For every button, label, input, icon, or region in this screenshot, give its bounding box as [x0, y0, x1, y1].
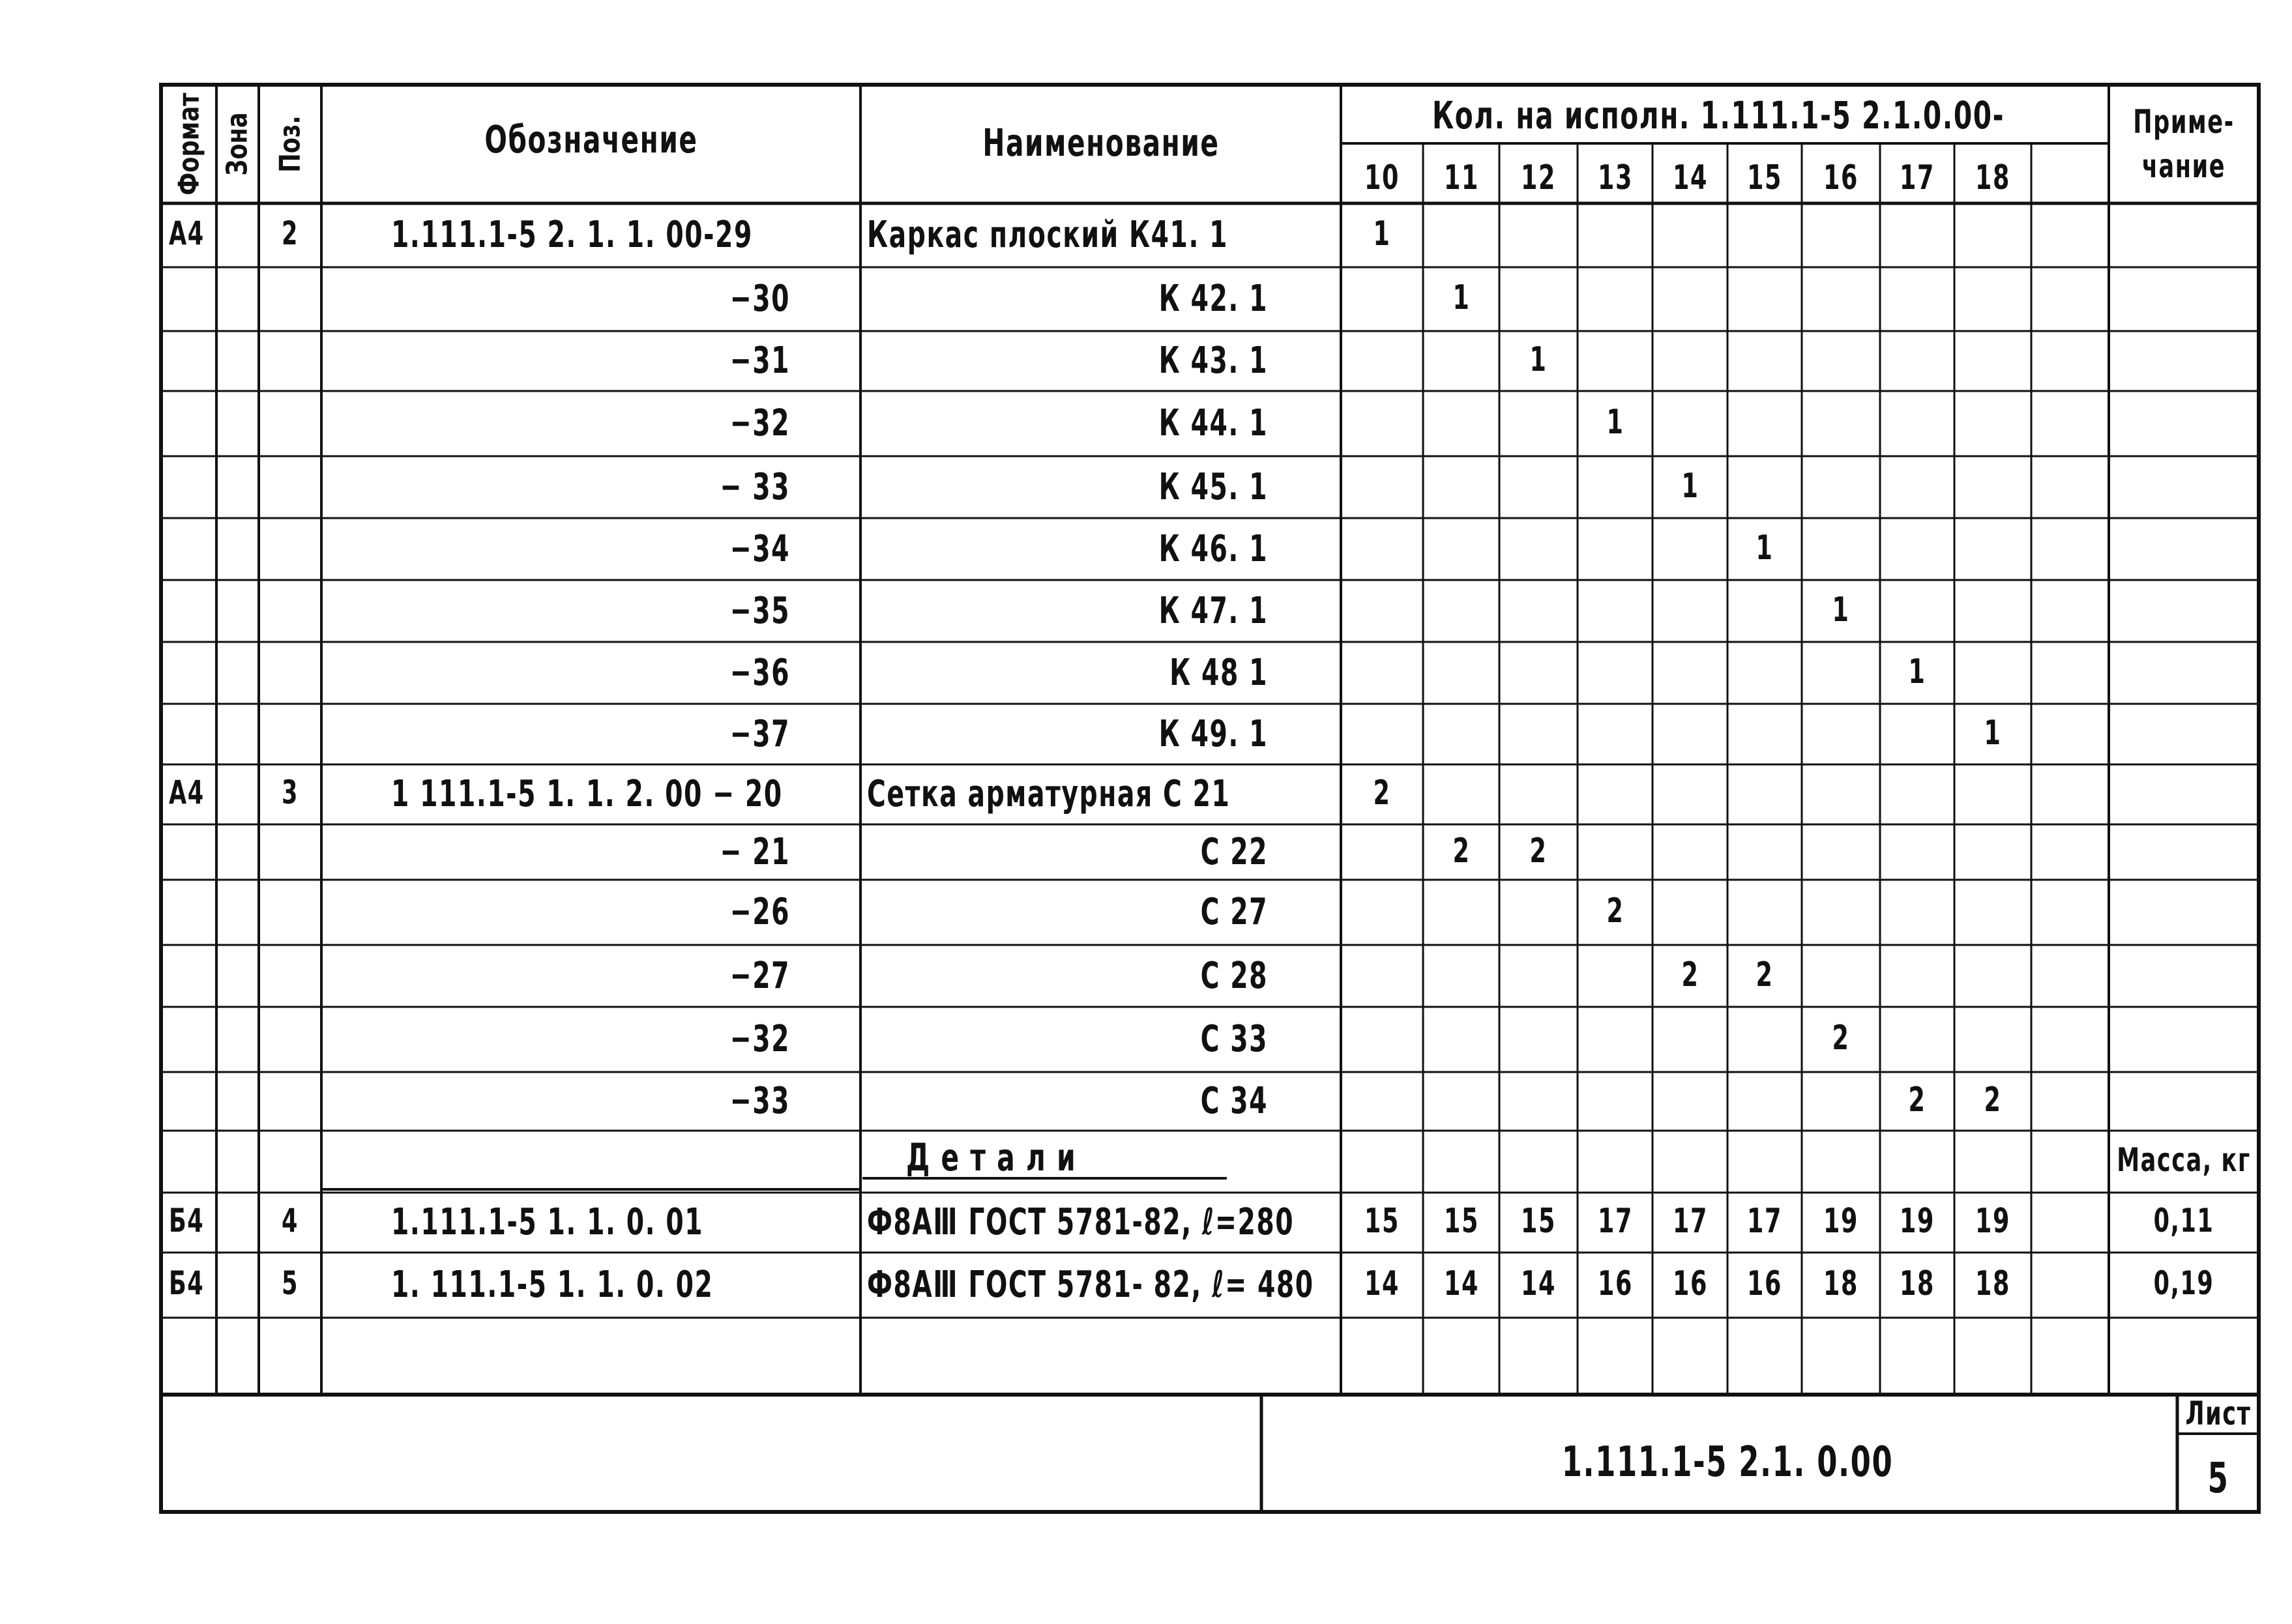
row-qty: 1: [1373, 214, 1391, 254]
row-position: 5: [282, 1264, 299, 1302]
row-qty: 2: [1452, 831, 1470, 871]
row-qty: 2: [1681, 955, 1699, 994]
row-qty: 1: [1908, 652, 1926, 691]
row-name: Каркас плоский К41. 1: [867, 214, 1229, 256]
stamp-code: 1.111.1-5 2.1. 0.00: [1561, 1438, 1894, 1486]
row-qty: 1: [1756, 528, 1774, 568]
row-designation-suffix: −37: [729, 712, 790, 755]
section-details-title: Д е т а л и: [906, 1135, 1077, 1180]
row-qty: 15: [1443, 1202, 1479, 1241]
row-name: Ф8АⅢ ГОСТ 5781-82, ℓ=280: [867, 1201, 1295, 1243]
row-designation-suffix: −30: [729, 278, 790, 320]
row-note: 0,19: [2153, 1264, 2214, 1302]
row-name-suffix: К 46. 1: [1158, 527, 1268, 570]
row-qty: 16: [1747, 1264, 1782, 1303]
row-qty: 1: [1452, 278, 1470, 317]
header-zone: Зона: [220, 112, 254, 176]
row-position: 3: [282, 774, 299, 811]
row-qty: 2: [1756, 955, 1774, 994]
row-position: 4: [282, 1202, 299, 1240]
row-format: А4: [169, 214, 205, 252]
row-qty: 19: [1823, 1202, 1859, 1241]
row-name-suffix: К 45. 1: [1158, 465, 1268, 508]
header-note-line1: Приме-: [2133, 103, 2235, 141]
row-name-suffix: С 33: [1200, 1018, 1268, 1060]
row-qty: 1: [1984, 713, 2002, 753]
row-qty: 16: [1672, 1264, 1708, 1303]
row-note: Масса, кг: [2117, 1140, 2251, 1179]
row-qty: 2: [1373, 774, 1391, 813]
row-format: А4: [169, 774, 205, 811]
row-qty: 2: [1908, 1080, 1926, 1120]
header-qty-title: Кол. на исполн. 1.111.1-5 2.1.0.00-: [1432, 93, 2005, 138]
row-name-suffix: С 22: [1200, 830, 1268, 873]
header-name: Наименование: [982, 121, 1220, 165]
row-name-suffix: К 42. 1: [1158, 278, 1268, 320]
header-variant-11: 11: [1443, 158, 1479, 197]
row-qty: 2: [1529, 831, 1548, 871]
row-qty: 15: [1364, 1202, 1400, 1241]
row-designation: 1.111.1-5 2. 1. 1. 00-29: [391, 214, 753, 256]
row-qty: 2: [1606, 892, 1624, 931]
header-variant-18: 18: [1975, 158, 2010, 197]
stamp-sheet-label: Лист: [2184, 1395, 2252, 1432]
row-format: Б4: [169, 1202, 205, 1240]
row-designation-suffix: −32: [729, 402, 790, 444]
row-qty: 17: [1597, 1202, 1633, 1241]
row-designation-suffix: −35: [729, 589, 790, 632]
row-format: Б4: [169, 1264, 205, 1302]
row-name-suffix: К 43. 1: [1158, 340, 1268, 382]
row-note: 0,11: [2153, 1202, 2214, 1240]
header-variant-10: 10: [1364, 158, 1400, 197]
header-variant-15: 15: [1747, 158, 1782, 197]
row-designation-suffix: −27: [729, 954, 790, 997]
row-qty: 19: [1900, 1202, 1935, 1241]
row-qty: 17: [1747, 1202, 1782, 1241]
row-qty: 15: [1521, 1202, 1556, 1241]
row-name: Ф8АⅢ ГОСТ 5781- 82, ℓ= 480: [867, 1264, 1314, 1306]
row-qty: 1: [1529, 340, 1548, 379]
row-name-suffix: С 34: [1200, 1080, 1268, 1122]
row-name-suffix: К 49. 1: [1158, 712, 1268, 755]
row-qty: 17: [1672, 1202, 1708, 1241]
header-variant-14: 14: [1672, 158, 1708, 197]
row-qty: 19: [1975, 1202, 2010, 1241]
row-qty: 14: [1364, 1264, 1400, 1303]
header-variant-17: 17: [1900, 158, 1935, 197]
stamp-sheet-number: 5: [2207, 1455, 2229, 1503]
row-name: Сетка арматурная С 21: [867, 773, 1231, 815]
row-qty: 1: [1832, 590, 1850, 630]
row-designation-suffix: −32: [729, 1018, 790, 1060]
row-qty: 14: [1443, 1264, 1479, 1303]
row-qty: 2: [1832, 1019, 1850, 1058]
row-qty: 1: [1681, 466, 1699, 506]
row-designation: 1 111.1-5 1. 1. 2. 00 − 20: [391, 773, 783, 815]
row-name-suffix: С 27: [1200, 891, 1268, 933]
row-designation: 1. 111.1-5 1. 1. 0. 02: [391, 1264, 714, 1306]
row-name-suffix: К 44. 1: [1158, 402, 1268, 444]
row-name-suffix: К 48 1: [1169, 651, 1268, 694]
row-designation-suffix: − 33: [720, 465, 790, 508]
row-designation-suffix: −36: [729, 651, 790, 694]
row-name-suffix: С 28: [1200, 954, 1268, 997]
row-designation-suffix: −31: [729, 340, 790, 382]
row-designation-suffix: − 21: [720, 830, 790, 873]
row-qty: 18: [1900, 1264, 1935, 1303]
row-qty: 18: [1823, 1264, 1859, 1303]
row-qty: 18: [1975, 1264, 2010, 1303]
row-qty: 1: [1606, 403, 1624, 442]
header-position: Поз.: [273, 115, 307, 173]
row-designation: 1.111.1-5 1. 1. 0. 01: [391, 1201, 704, 1243]
header-variant-16: 16: [1823, 158, 1859, 197]
header-format: Формат: [172, 93, 206, 196]
row-name-suffix: К 47. 1: [1158, 589, 1268, 632]
row-qty: 16: [1597, 1264, 1633, 1303]
header-variant-12: 12: [1521, 158, 1556, 197]
header-designation: Обозначение: [484, 117, 698, 162]
row-qty: 14: [1521, 1264, 1556, 1303]
row-designation-suffix: −33: [729, 1080, 790, 1122]
row-position: 2: [282, 214, 299, 252]
row-designation-suffix: −26: [729, 891, 790, 933]
row-qty: 2: [1984, 1080, 2002, 1120]
header-variant-13: 13: [1597, 158, 1633, 197]
header-note-line2: чание: [2141, 147, 2226, 185]
row-designation-suffix: −34: [729, 527, 790, 570]
